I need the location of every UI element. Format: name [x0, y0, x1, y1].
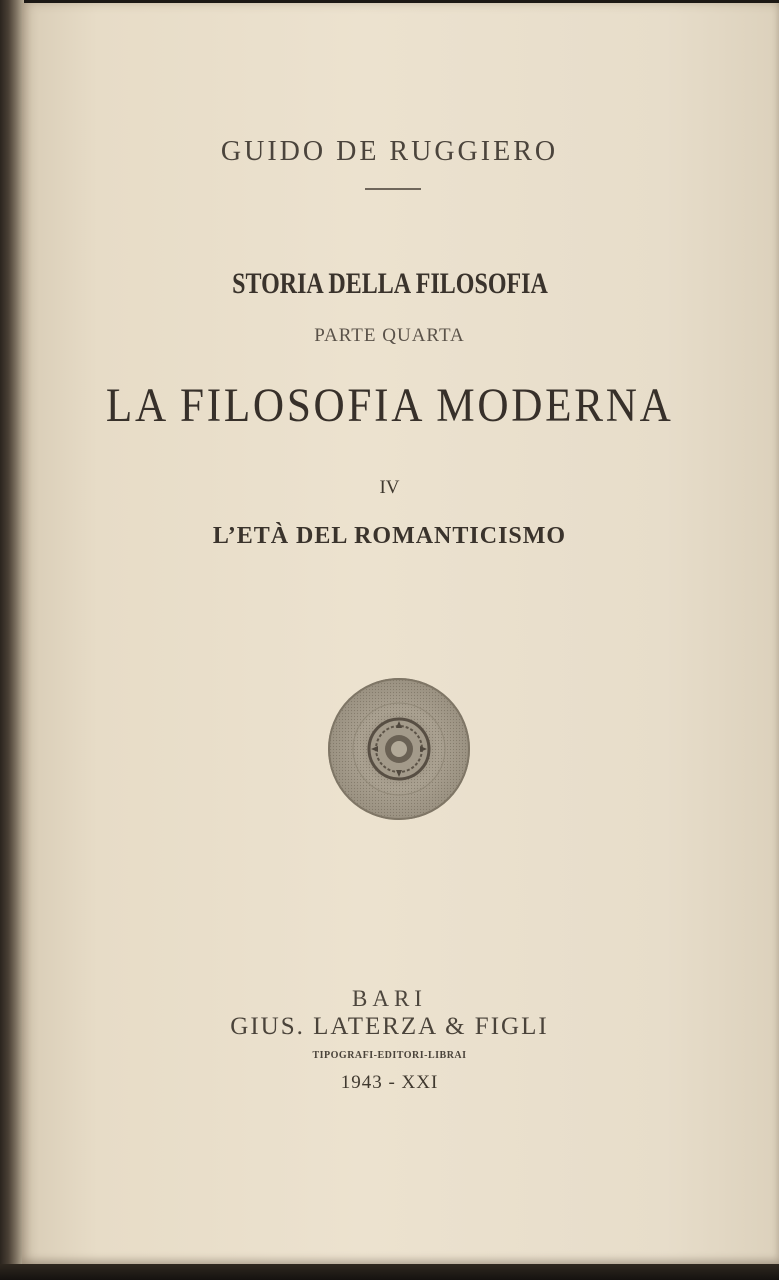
publication-city: BARI	[352, 986, 427, 1011]
volume-number: IV	[379, 477, 400, 498]
series-title: STORIA DELLA FILOSOFIA	[232, 267, 548, 300]
page-bottom-edge	[0, 1264, 779, 1280]
main-title: LA FILOSOFIA MODERNA	[105, 379, 674, 432]
author-name: GUIDO DE RUGGIERO	[220, 136, 559, 167]
publisher-seal-icon	[326, 676, 472, 822]
publisher-description: TIPOGRAFI-EDITORI-LIBRAI	[312, 1050, 467, 1061]
part-label: PARTE QUARTA	[314, 325, 465, 346]
publication-year: 1943 - XXI	[340, 1072, 439, 1093]
divider-rule	[365, 188, 421, 190]
volume-title: L’ETÀ DEL ROMANTICISMO	[212, 523, 567, 549]
publisher-name: GIUS. LATERZA & FIGLI	[230, 1013, 549, 1040]
